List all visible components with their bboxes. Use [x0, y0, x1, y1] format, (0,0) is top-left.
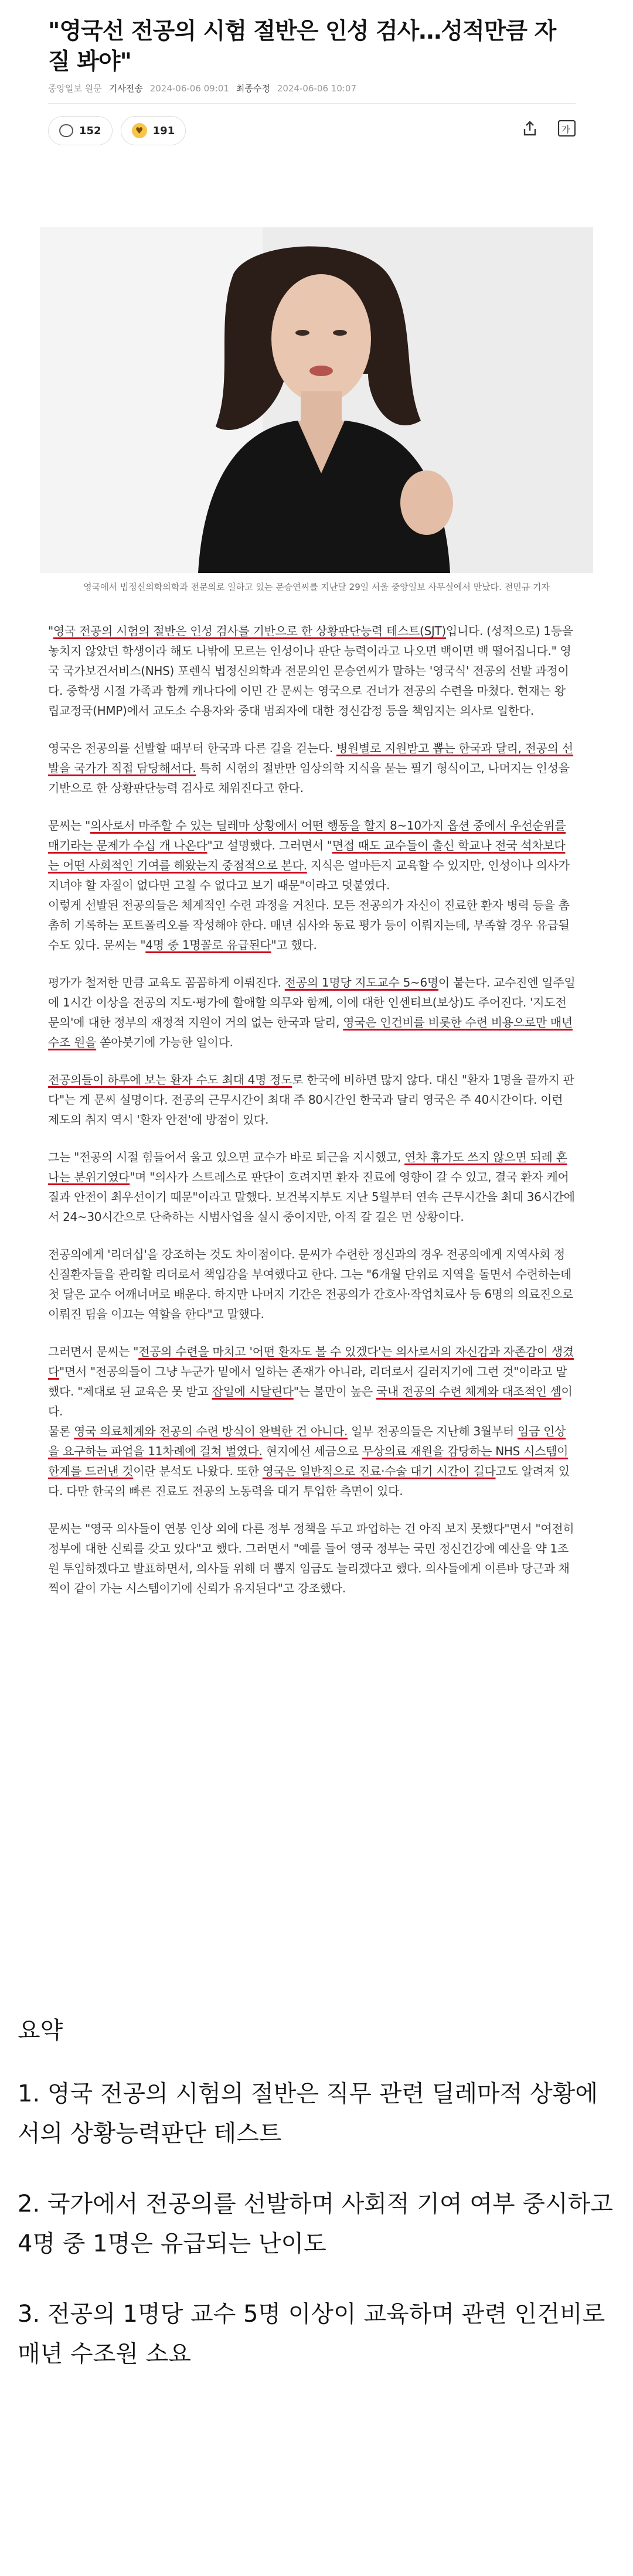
paragraph: [48, 1342, 576, 1501]
article-meta: [48, 82, 576, 94]
highlight: 영국 전공의 시험의 절반은 인성 검사를 기반으로 한 상황판단능력 테스트(SJT): [53, 624, 446, 638]
comments-button[interactable]: [48, 116, 113, 145]
text: 평가가 철저한 만큼 교육도 꼼꼼하게 이뤄진다.: [48, 975, 285, 990]
text: 로 한국에 비하면 많지 않다. 대신 "환자 1명을 끝까지 판다"는 게 문씨 설명이다. 전공의 근무시간이 최대 주 80시간인 한국과 달리 영국은 주 40시간이다. 이런 제도의 취지 역시 '환자 안전'에 방점이 있다.: [48, 1073, 574, 1127]
text: 쏟아붓기에 가능한 일이다.: [96, 1035, 233, 1049]
summary-section: [18, 2011, 615, 2404]
text: 이란 분석도 나왔다. 또한: [133, 1464, 263, 1478]
like-button[interactable]: [121, 116, 186, 145]
summary-title: 요약: [18, 2017, 63, 2044]
text: 일부 전공의들은 지난해 3월부터: [348, 1424, 518, 1438]
paragraph: [48, 621, 576, 721]
article-headline: "영국선 전공의 시험 절반은 인성 검사…성적만큼 자질 봐야": [48, 18, 556, 75]
comments-count: 152: [79, 124, 101, 137]
highlight: 잡일에 시달린다: [212, 1384, 294, 1398]
highlight: 병원별로 지원받고 뽑는 한국과 달리, 전공의 선발을 국가가 직접 담당해서다.: [48, 741, 573, 775]
article-tools: [522, 120, 576, 141]
highlight: 국내 전공의 수련 체계와 대조적인 셈: [376, 1384, 561, 1398]
paragraph: [48, 973, 576, 1052]
highlight: 전공의 수련을 마치고 '어떤 환자도 볼 수 있겠다'는 의사로서의 자신감과 자존감이 생겼다: [48, 1345, 574, 1379]
text: ": [48, 624, 53, 638]
text: "고 설명했다. 그러면서 ": [207, 838, 332, 852]
reporter-tag: 기사전송: [108, 83, 143, 94]
text: 특히 시험의 절반만 임상의학 지식을 묻는 필기 형식이고, 나머지는 인성을 기반으로 한 상황판단능력 검사로 채워진다고 한다.: [48, 761, 570, 795]
article-body: [48, 621, 576, 1616]
paragraph: 전공의에게 '리더십'을 강조하는 것도 차이점이다. 문씨가 수련한 정신과의 경우 전공의에게 지역사회 정신질환자들을 관리할 리더로서 책임감을 부여했다고 한다. 그는 "6개월 단위로 지역을 돌면서 수련하는데 첫 달은 교수 어깨너머로 배운다. 하지만 나머지 기간은 전공의가 간호사·작업치료사 등 6명의 의료진으로 이뤄진 팀을 이끄는 역할을 한다"고 말했다.: [48, 1247, 574, 1321]
paragraph: 문씨는 "영국 의사들이 연봉 인상 외에 다른 정부 정책을 두고 파업하는 건 아직 보지 못했다"면서 "여전히 정부에 대한 신뢰를 갖고 있다"고 했다. 그러면서 "예를 들어 영국 정부는 국민 정신건강에 예산을 약 1조원 투입하겠다고 발표하면서, 의사들 위해 더 뽑지 임금도 늘리겠다고 했다. 의사들에게 이른바 당근과 채찍이 같이 가는 시스템이기에 신뢰가 유지된다"고 강조했다.: [48, 1521, 574, 1595]
highlight: 전공의 1명당 지도교수 5~6명: [284, 975, 438, 990]
highlight: 의사로서 마주할 수 있는 딜레마 상황에서 어떤 행동을 할지 8~10가지 옵션 중에서 우선순위를 매기라는 문제가 수십 개 나온다: [48, 818, 566, 852]
text: 문씨는 ": [48, 818, 91, 832]
paragraph: [48, 1070, 576, 1130]
paragraph: [48, 816, 576, 955]
text: 그는 "전공의 시절 힘들어서 울고 있으면 교수가 바로 퇴근을 지시했고,: [48, 1150, 405, 1164]
paragraph: [48, 1147, 576, 1227]
summary-item: 2. 국가에서 전공의를 선발하며 사회적 기여 여부 중시하고 4명 중 1명은 유급되는 난이도: [18, 2191, 613, 2257]
text: "며 "의사가 스트레스로 판단이 흐려지면 환자 진료에 영향이 갈 수 있고, 결국 환자 케어 질과 안전이 최우선이기 때문"이라고 말했다. 보건복지부도 지난 5월부터 연속 근무시간을 최대 36시간에서 24~30시간으로 단축하는 시범사업을 실시 중이지만, 아직 갈 길은 먼 상황이다.: [48, 1170, 575, 1224]
article-photo: [40, 227, 593, 573]
text: "는 불만이 높은: [293, 1384, 376, 1398]
header-divider: [48, 103, 576, 104]
photo-caption: 영국에서 법정신의학의학과 전문의로 일하고 있는 문승연씨를 지난달 29일 서울 중앙일보 사무실에서 만났다. 전민규 기자: [83, 582, 550, 592]
highlight: 4명 중 1명꼴로 유급된다: [145, 938, 271, 952]
reaction-bar: [48, 116, 186, 145]
modified-date: 2024-06-06 10:07: [277, 83, 356, 94]
source-link[interactable]: 중앙일보 원문: [48, 83, 102, 94]
text: 물론: [48, 1424, 74, 1438]
font-size-icon[interactable]: [558, 120, 576, 141]
text: 이 붙는다. 교수진엔 일주일에 1시간 이상을 전공의 지도·평가에 할애할 의무와 함께, 이에 대한 인센티브(보상)도 주어진다. '지도전문의'에 대한 정부의 재정적 지원이 거의 없는 한국과 달리,: [48, 975, 576, 1029]
text: 현지에선 세금으로: [262, 1444, 362, 1458]
text: 그러면서 문씨는 ": [48, 1345, 139, 1359]
highlight: 영국 의료체계와 전공의 수련 방식이 완벽한 건 아니다.: [74, 1424, 348, 1438]
highlight: 영국은 인건비를 비롯한 수련 비용으로만 매년 수조 원을: [48, 1015, 573, 1049]
svg-text:가: 가: [561, 124, 570, 135]
text: 고도 알려져 있다. 다만 한국의 빠른 진료도 전공의 노동력을 대거 투입한 측면이 있다.: [48, 1464, 570, 1498]
like-icon: ♥: [132, 123, 147, 138]
paragraph: [48, 738, 576, 798]
highlight: 무상의료 재원을 감당하는 NHS 시스템이 한계를 드러낸 것: [48, 1444, 569, 1478]
highlight: 연차 휴가도 쓰지 않으면 되레 혼나는 분위기였다: [48, 1150, 567, 1184]
published-date: 2024-06-06 09:01: [149, 83, 229, 94]
text: 영국은 전공의를 선발할 때부터 한국과 다른 길을 걷는다.: [48, 741, 336, 755]
highlight: 영국은 일반적으로 진료·수술 대기 시간이 길다: [262, 1464, 496, 1478]
text: 입니다. (성적으로) 1등을 놓치지 않았던 학생이라 해도 나밖에 모르는 인성이나 판단 능력이라고 나오면 백이면 백 떨어집니다." 영국 국가보건서비스(NHS) 포렌식 법정신의학과 전문의인 문승연씨가 말하는 '영국식' 전공의 선발 과정이다. 중학생 시절 가족과 함께 캐나다에 이민 간 문씨는 영국으로 건너가 전공의 수련을 마쳤다. 현재는 왕립교정국(HMP)에서 교도소 수용자와 중대 범죄자에 대한 정신감정 등을 책임지는 의사로 일한다.: [48, 624, 573, 718]
share-icon[interactable]: [522, 120, 538, 141]
highlight: 전공의들이 하루에 보는 환자 수도 최대 4명 정도: [48, 1073, 292, 1087]
likes-count: 191: [152, 124, 175, 137]
text: "면서 "전공의들이 그냥 누군가 밑에서 일하는 존재가 아니라, 리더로서 길러지기에 그런 것"이라고 말했다. "제대로 된 교육은 못 받고: [48, 1364, 567, 1398]
summary-item: 3. 전공의 1명당 교수 5명 이상이 교육하며 관련 인건비로 매년 수조원 소요: [18, 2301, 605, 2367]
text: "고 했다.: [271, 938, 317, 952]
modified-label: 최종수정: [236, 83, 270, 94]
comment-icon: [59, 124, 73, 137]
text: 지식은 얼마든지 교육할 수 있지만, 인성이나 의사가 지녀야 할 자질이 없다면 고칠 수 없다고 보기 때문"이라고 덧붙였다.: [48, 858, 570, 892]
summary-item: 1. 영국 전공의 시험의 절반은 직무 관련 딜레마적 상황에서의 상황능력판단 테스트: [18, 2080, 598, 2147]
highlight: 임금 인상을 요구하는 파업을 11차례에 걸쳐 벌였다.: [48, 1424, 566, 1458]
highlight: 면접 때도 교수들이 출신 학교나 전국 석차보다는 어떤 사회적인 기여를 해왔는지 중점적으로 본다.: [48, 838, 566, 872]
text: 이렇게 선발된 전공의들은 체계적인 수련 과정을 거친다. 모든 전공의가 자신이 진료한 환자 병력 등을 촘촘히 기록하는 포트폴리오를 작성해야 한다. 매년 심사와 동료 평가 등이 이뤄지는데, 부족할 경우 유급될 수도 있다. 문씨는 ": [48, 898, 570, 952]
text: 이다.: [48, 1384, 573, 1418]
